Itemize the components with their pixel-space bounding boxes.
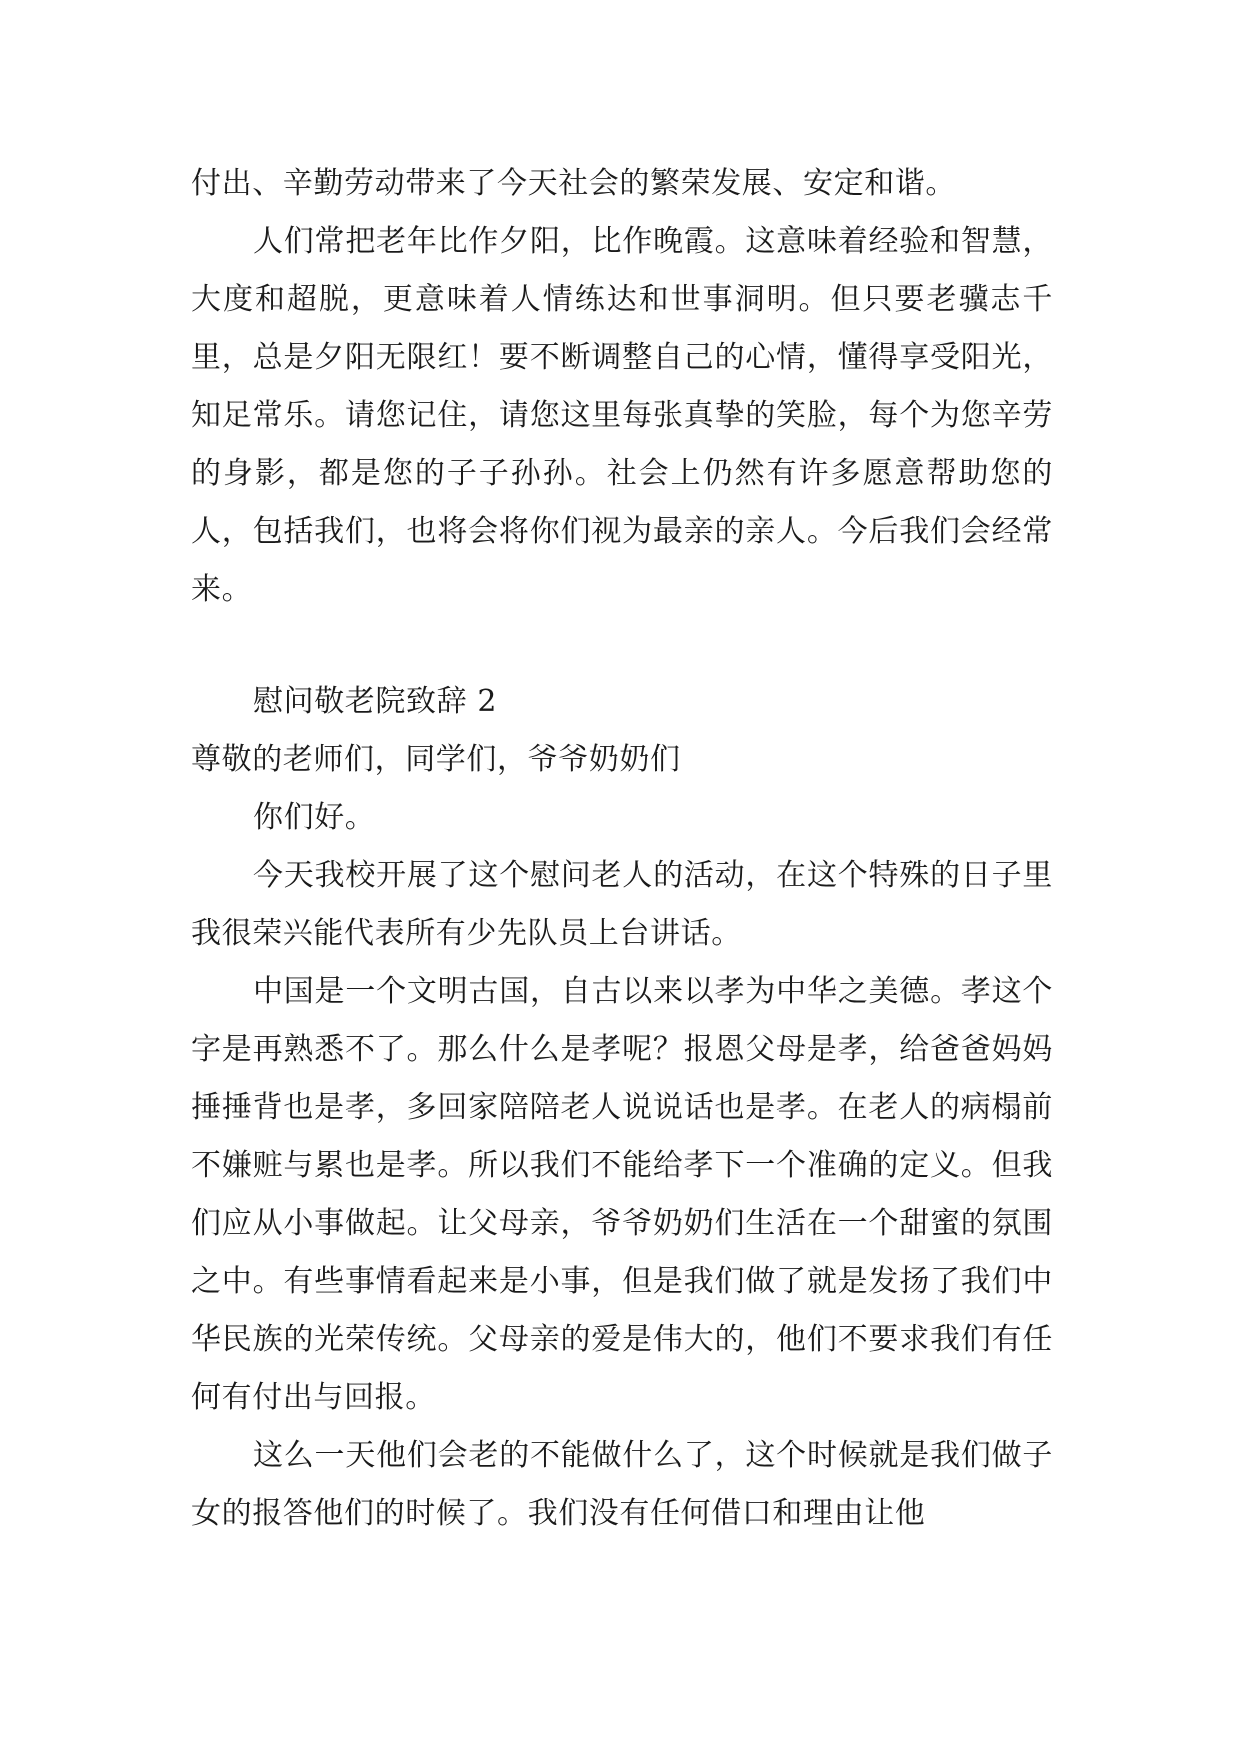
paragraph-sunset: 人们常把老年比作夕阳，比作晚霞。这意味着经验和智慧，大度和超脱，更意味着人情练达和世事洞明。但只要老骥志千里，总是夕阳无限红！要不断调整自己的心情，懂得享受阳光，知足常乐。请您记住，请您这里每张真挚的笑脸，每个为您辛劳的身影，都是您的子子孙孙。社会上仍然有许多愿意帮助您的人，包括我们，也将会将你们视为最亲的亲人。今后我们会经常来。 [191, 224, 1053, 607]
section-title: 慰问敬老院致辞 2 [253, 684, 498, 719]
greeting: 你们好。 [253, 800, 376, 835]
salutation: 尊敬的老师们，同学们，爷爷奶奶们 [191, 742, 681, 777]
paragraph-repay: 这么一天他们会老的不能做什么了，这个时候就是我们做子女的报答他们的时候了。我们没有任何借口和理由让他 [191, 1438, 1053, 1531]
text-block-top [191, 155, 1053, 619]
text-block-speech-2 [191, 673, 1053, 1543]
paragraph-activity: 今天我校开展了这个慰问老人的活动，在这个特殊的日子里我很荣兴能代表所有少先队员上台讲话。 [191, 858, 1053, 951]
paragraph-filial-piety: 中国是一个文明古国，自古以来以孝为中华之美德。孝这个字是再熟悉不了。那么什么是孝呢？报恩父母是孝，给爸爸妈妈捶捶背也是孝，多回家陪陪老人说说话也是孝。在老人的病榻前不嫌赃与累也是孝。所以我们不能给孝下一个准确的定义。但我们应从小事做起。让父母亲，爷爷奶奶们生活在一个甜蜜的氛围之中。有些事情看起来是小事，但是我们做了就是发扬了我们中华民族的光荣传统。父母亲的爱是伟大的，他们不要求我们有任何有付出与回报。 [191, 974, 1053, 1415]
continuation-paragraph: 付出、辛勤劳动带来了今天社会的繁荣发展、安定和谐。 [191, 166, 956, 201]
